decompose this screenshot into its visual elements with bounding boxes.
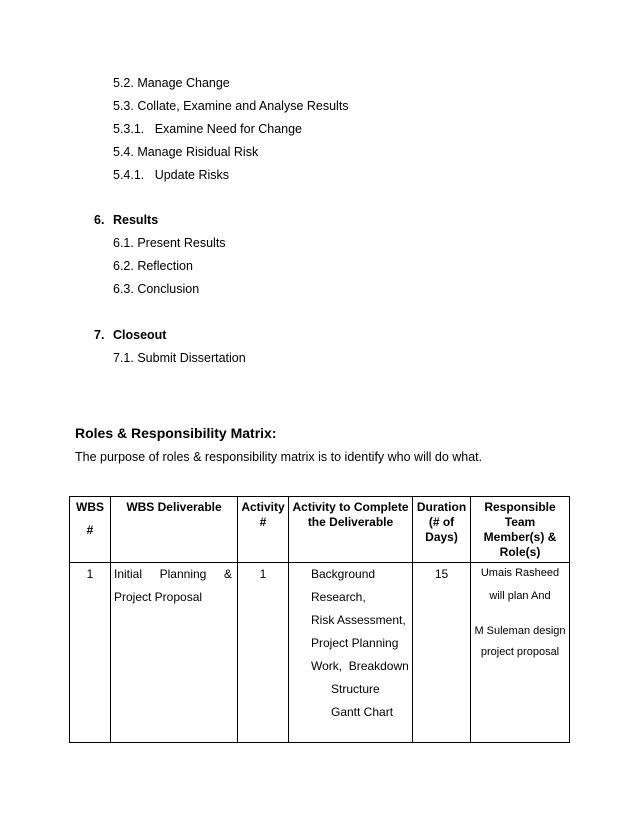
section-7-title: Closeout <box>113 328 167 342</box>
section-7-number: 7. <box>94 328 105 342</box>
outline-item-7-1: 7.1. Submit Dissertation <box>113 351 246 365</box>
section-6-title: Results <box>113 213 159 227</box>
cell-wbs: 1 <box>70 563 111 743</box>
outline-item-5-3: 5.3. Collate, Examine and Analyse Results <box>113 99 349 113</box>
header-wbs-deliverable: WBS Deliverable <box>111 497 238 563</box>
cell-duration: 15 <box>413 563 471 743</box>
header-duration: Duration (# of Days) <box>413 497 471 563</box>
outline-item-5-2: 5.2. Manage Change <box>113 76 230 90</box>
header-wbs: WBS # <box>70 497 111 563</box>
header-activity-number: Activity # <box>238 497 289 563</box>
cell-deliverable: Initial Planning & Project Proposal <box>111 563 238 743</box>
outline-item-5-3-1: 5.3.1. Examine Need for Change <box>113 122 303 136</box>
cell-responsible: Umais Rasheed will plan And M Suleman design project proposal <box>471 563 570 743</box>
table-row <box>70 563 570 743</box>
cell-activity-number: 1 <box>238 563 289 743</box>
header-activity-to-complete: Activity to Complete the Deliverable <box>289 497 413 563</box>
header-responsible: Responsible Team Member(s) & Role(s) <box>471 497 570 563</box>
cell-activity-to-complete: Background Research, Risk Assessment, Project Planning Work, Breakdown Structure Gantt Chart <box>289 563 413 743</box>
outline-item-5-4: 5.4. Manage Risidual Risk <box>113 145 259 159</box>
outline-item-6-2: 6.2. Reflection <box>113 259 193 273</box>
table-header-row <box>70 497 570 563</box>
outline-item-6-1: 6.1. Present Results <box>113 236 226 250</box>
roles-heading: Roles & Responsibility Matrix: <box>75 425 277 441</box>
outline-item-5-4-1: 5.4.1. Update Risks <box>113 168 230 182</box>
section-6-number: 6. <box>94 213 105 227</box>
responsibility-matrix-table <box>69 496 570 743</box>
roles-paragraph: The purpose of roles & responsibility matrix is to identify who will do what. <box>75 450 483 464</box>
outline-item-6-3: 6.3. Conclusion <box>113 282 200 296</box>
